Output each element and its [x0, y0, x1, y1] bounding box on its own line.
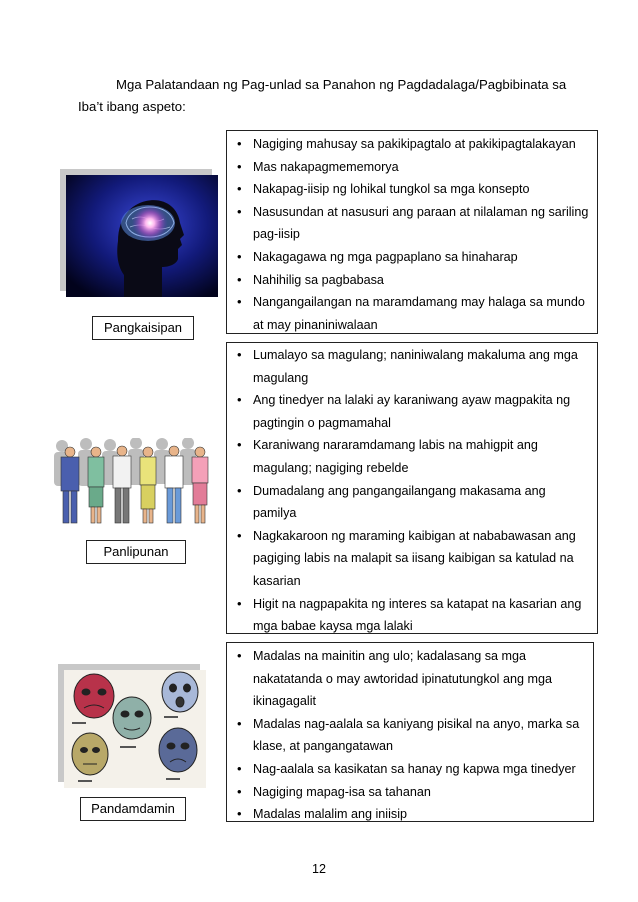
- section-label: Pandamdamin: [80, 797, 186, 821]
- list-item: • Nasusundan at nasusuri ang paraan at nilalaman ng sariling pag-iisip: [231, 201, 591, 246]
- list-item: • Nakagagawa ng mga pagpaplano sa hinaharap: [231, 246, 591, 269]
- list-item: • Dumadalang ang pangangailangang makasama ang pamilya: [231, 480, 591, 525]
- traits-box: [226, 342, 598, 634]
- list-item: • Nangangailangan na maramdamang may halaga sa mundo at may pinaniniwalaan: [231, 291, 591, 334]
- traits-list: [231, 344, 591, 634]
- intro-line-1: Mga Palatandaan ng Pag-unlad sa Panahon ng Pagdadalaga/Pagbibinata sa: [116, 77, 567, 92]
- list-item: • Nagiging mahusay sa pakikipagtalo at pakikipagtalakayan: [231, 133, 591, 156]
- section-label: Panlipunan: [86, 540, 186, 564]
- list-item: • Higit na nagpapakita ng interes sa katapat na kasarian ang mga babae kaysa mga lalaki: [231, 593, 591, 634]
- traits-box: [226, 642, 594, 822]
- people-group-illustration: [46, 438, 216, 530]
- emotion-masks-illustration: [64, 670, 206, 788]
- list-item: • Nahihilig sa pagbabasa: [231, 269, 591, 292]
- masks-image: [64, 670, 206, 788]
- list-item: • Lumalayo sa magulang; naniniwalang makaluma ang mga magulang: [231, 344, 591, 389]
- intro-line-2: Iba’t ibang aspeto:: [78, 99, 186, 114]
- list-item: • Madalas nag-aalala sa kaniyang pisikal na anyo, marka sa klase, at pangangatawan: [231, 713, 587, 758]
- list-item: • Nakapag-iisip ng lohikal tungkol sa mga konsepto: [231, 178, 591, 201]
- list-item: • Madalas na mainitin ang ulo; kadalasang sa mga nakatatanda o may awtoridad ipinatutungkol ang mga ikinagagalit: [231, 645, 587, 713]
- list-item: • Madalas malalim ang iniisip: [231, 803, 587, 822]
- list-item: • Ang tinedyer na lalaki ay karaniwang ayaw magpakita ng pagtingin o pagmamahal: [231, 389, 591, 434]
- list-item: • Mas nakapagmememorya: [231, 156, 591, 179]
- list-item: • Nagiging mapag-isa sa tahanan: [231, 781, 587, 804]
- traits-list: [231, 133, 591, 334]
- brain-head-illustration: [66, 175, 218, 297]
- people-holding-hands-image: [46, 438, 216, 530]
- intro-paragraph: [78, 74, 578, 118]
- traits-box: [226, 130, 598, 334]
- brain-head-image: [66, 175, 218, 297]
- page-number: 12: [311, 862, 326, 876]
- traits-list: [231, 645, 587, 822]
- section-label: Pangkaisipan: [92, 316, 194, 340]
- list-item: • Nagkakaroon ng maraming kaibigan at nababawasan ang pagiging labis na malapit sa iisang kaibigan sa katulad na kasarian: [231, 525, 591, 593]
- list-item: • Karaniwang nararamdamang labis na mahigpit ang magulang; nagiging rebelde: [231, 434, 591, 479]
- list-item: • Nag-aalala sa kasikatan sa hanay ng kapwa mga tinedyer: [231, 758, 587, 781]
